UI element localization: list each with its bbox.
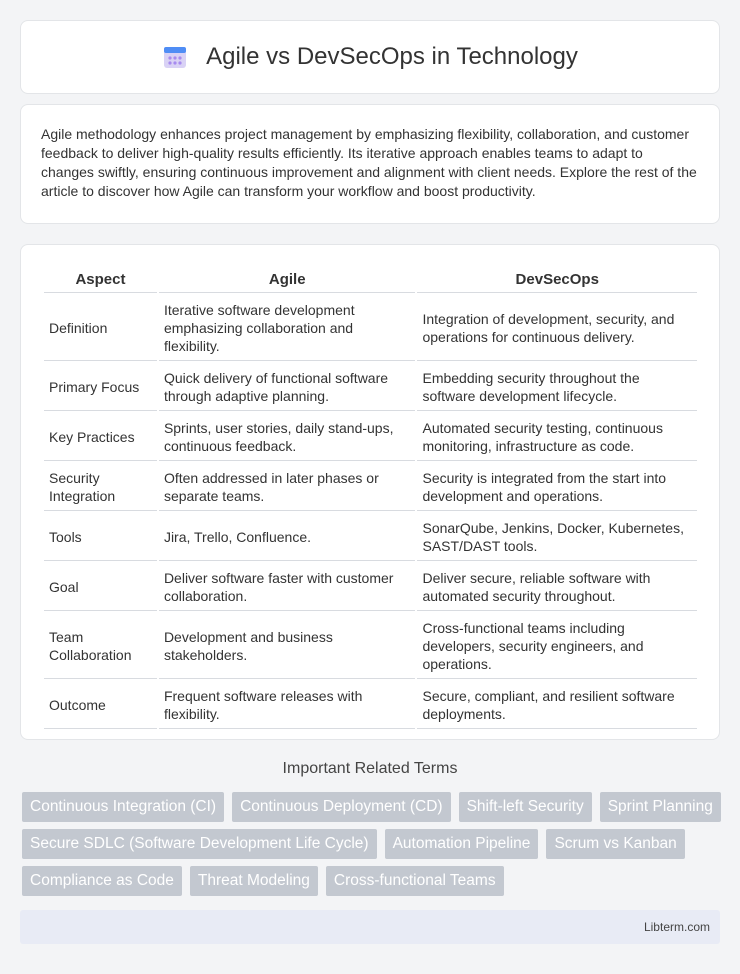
related-term-tag[interactable]: Shift-left Security (459, 792, 592, 822)
related-term-tag[interactable]: Sprint Planning (600, 792, 721, 822)
cell-aspect: Definition (44, 295, 157, 361)
cell-agile: Often addressed in later phases or separate teams. (159, 463, 416, 511)
related-term-tag[interactable]: Threat Modeling (190, 866, 318, 896)
cell-aspect: Team Collaboration (44, 613, 157, 679)
cell-agile: Sprints, user stories, daily stand-ups, continuous feedback. (159, 413, 416, 461)
footer (20, 910, 720, 944)
table-row (44, 513, 697, 561)
cell-aspect: Outcome (44, 681, 157, 729)
cell-devsecops: Security is integrated from the start into development and operations. (417, 463, 697, 511)
table-header-row (44, 267, 697, 293)
cell-aspect: Key Practices (44, 413, 157, 461)
related-term-tag[interactable]: Continuous Integration (CI) (22, 792, 224, 822)
intro-text: Agile methodology enhances project management by emphasizing flexibility, collaboration, and customer feedback to deliver high-quality results efficiently. Its iterative approach enables teams to adapt to changes swiftly, ensuring continuous improvement and alignment with client needs. Explore the rest of the article to discover how Agile can transform your workflow and boost productivity. (41, 126, 697, 199)
cell-devsecops: Secure, compliant, and resilient software deployments. (417, 681, 697, 729)
table-row (44, 681, 697, 729)
related-term-tag[interactable]: Compliance as Code (22, 866, 182, 896)
cell-devsecops: Deliver secure, reliable software with automated security throughout. (417, 563, 697, 611)
calendar-icon (162, 44, 188, 70)
cell-agile: Deliver software faster with customer collaboration. (159, 563, 416, 611)
cell-devsecops: Automated security testing, continuous monitoring, infrastructure as code. (417, 413, 697, 461)
cell-agile: Development and business stakeholders. (159, 613, 416, 679)
table-row (44, 413, 697, 461)
related-terms-title: Important Related Terms (282, 760, 458, 777)
cell-devsecops: Integration of development, security, and operations for continuous delivery. (417, 295, 697, 361)
cell-agile: Quick delivery of functional software through adaptive planning. (159, 363, 416, 411)
related-term-tag[interactable]: Scrum vs Kanban (546, 829, 684, 859)
cell-agile: Frequent software releases with flexibility. (159, 681, 416, 729)
related-terms-list (22, 792, 722, 896)
table-row (44, 363, 697, 411)
column-header-devsecops: DevSecOps (417, 267, 697, 293)
table-row (44, 613, 697, 679)
cell-devsecops: Embedding security throughout the software development lifecycle. (417, 363, 697, 411)
footer-site-link[interactable]: Libterm.com (643, 920, 710, 934)
related-term-tag[interactable]: Cross-functional Teams (326, 866, 504, 896)
cell-devsecops: SonarQube, Jenkins, Docker, Kubernetes, SAST/DAST tools. (417, 513, 697, 561)
cell-aspect: Primary Focus (44, 363, 157, 411)
comparison-card (20, 244, 720, 740)
column-header-aspect: Aspect (44, 267, 157, 293)
header-card (20, 20, 720, 94)
table-row (44, 563, 697, 611)
cell-aspect: Tools (44, 513, 157, 561)
cell-agile: Iterative software development emphasizing collaboration and flexibility. (159, 295, 416, 361)
table-row (44, 295, 697, 361)
cell-aspect: Security Integration (44, 463, 157, 511)
table-row (44, 463, 697, 511)
cell-agile: Jira, Trello, Confluence. (159, 513, 416, 561)
cell-aspect: Goal (44, 563, 157, 611)
page-title: Agile vs DevSecOps in Technology (206, 43, 578, 70)
cell-devsecops: Cross-functional teams including developers, security engineers, and operations. (417, 613, 697, 679)
related-term-tag[interactable]: Continuous Deployment (CD) (232, 792, 450, 822)
column-header-agile: Agile (159, 267, 416, 293)
related-term-tag[interactable]: Automation Pipeline (385, 829, 539, 859)
related-term-tag[interactable]: Secure SDLC (Software Development Life Cycle) (22, 829, 377, 859)
intro-card (20, 104, 720, 224)
comparison-table (42, 265, 699, 731)
